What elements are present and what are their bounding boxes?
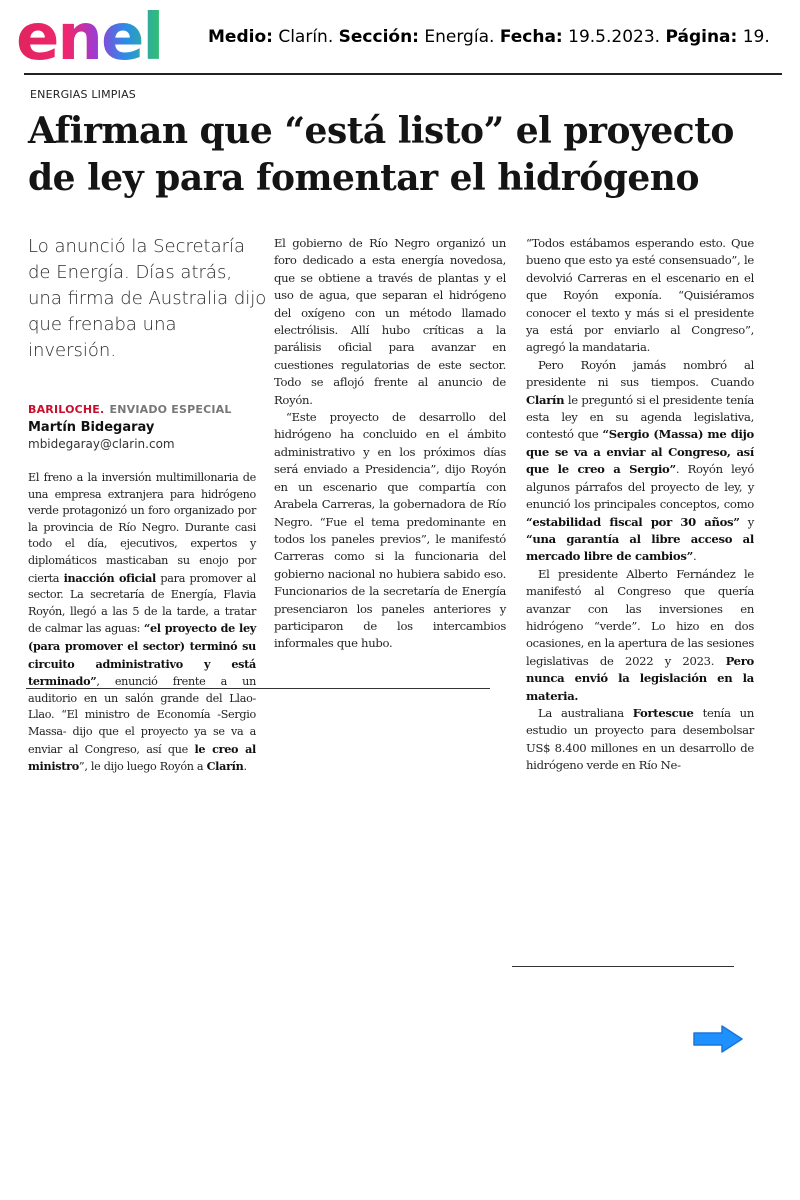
section-label: ENERGIAS LIMPIAS (30, 88, 136, 101)
pagina-label: Página: (665, 27, 738, 47)
pagina-value: 19. (742, 27, 770, 47)
dateline: BARILOCHE. (28, 403, 105, 416)
header-divider (24, 73, 782, 75)
fecha-label: Fecha: (499, 27, 563, 47)
arrow-right-icon[interactable] (692, 1024, 744, 1054)
header-meta (208, 27, 798, 47)
seccion-label: Sección: (338, 27, 419, 47)
paragraph-5: Pero Royón jamás nombró al presidente ni sus tiempos. Cuando Clarín le preguntó si el presidente tenía esta ley en su agenda legislativa, contestó que “Sergio (Massa) me dijo que se va a enviar al Congreso, así que le creo a Sergio”. Royón leyó algunos párrafos del proyecto de ley, y enunció los principales conceptos, como “estabilidad fiscal por 30 años” y “una garantía al libre acceso al mercado libre de cambios”. (526, 357, 754, 564)
column-divider (26, 688, 490, 689)
paragraph-1: El freno a la inversión multimillonaria de una empresa extranjera para hidrógeno verde protagonizó un foro organizado por la provincia de Río Negro. Durante casi todo el día, ejecutivos, expertos y diplomáticos masticaban su enojo por cierta inacción oficial para promover al sector. La secretaría de Energía, Flavia Royón, llegó a las 5 de la tarde, a tratar de calmar las aguas: “el proyecto de ley (para promover el sector) terminó su circuito administrativo y está terminado”, enunció frente a un auditorio en un salón grande del Llao-Llao. “El ministro de Economía -Sergio Massa- dijo que el proyecto ya se va a enviar al Congreso, así que le creo al ministro”, le dijo luego Royón a Clarín. (28, 471, 256, 774)
subtitle: Lo anunció la Secretaría de Energía. Días atrás, una firma de Australia dijo que frenaba una inversión. (28, 236, 267, 361)
paragraph-4: “Todos estábamos esperando esto. Que bueno que esto ya esté consensuado”, le devolvió Carreras en el escenario en el que Royón exponía. “Quisiéramos conocer el texto y más si el presidente ya está por enviarlo al Congreso”, agregó la mandataria. (526, 236, 754, 355)
seccion-value: Energía. (424, 27, 495, 47)
article-column-2 (274, 235, 506, 653)
byline (28, 398, 268, 451)
article-column-3 (526, 235, 754, 775)
svg-text:enel: enel (16, 5, 163, 67)
author-role: ENVIADO ESPECIAL (109, 403, 232, 416)
author-email: mbidegaray@clarin.com (28, 437, 175, 451)
paragraph-3: “Este proyecto de desarrollo del hidrógeno ha concluido en el ámbito administrativo y en los próximos días será enviado a Presidencia”, dijo Royón en un escenario que compartía con Arabela Carreras, la gobernadora de Río Negro. “Fue el tema predominante en todos los paneles previos”, le manifestó Carreras como si la funcionaria del gobierno nacional no hubiera sabido eso. Funcionarios de la secretaría de Energía presenciaron los paneles anteriores y participaron de los intercambios informales que hubo. (274, 410, 506, 651)
medio-label: Medio: (208, 27, 273, 47)
article-end-rule (512, 966, 734, 967)
medio-value: Clarín. (278, 27, 334, 47)
paragraph-6: El presidente Alberto Fernández le manifestó al Congreso que quería avanzar con las inversiones en hidrógeno “verde”. Lo hizo en dos ocasiones, en la apertura de las sesiones legislativas de 2022 y 2023. Pero nunca envió la legislación en la materia. (526, 566, 754, 703)
headline (28, 108, 788, 202)
author-name: Martín Bidegaray (28, 420, 155, 435)
headline-line: de ley para fomentar el hidrógeno (28, 157, 699, 199)
paragraph-7: La australiana Fortescue tenía un estudio un proyecto para desembolsar US$ 8.400 millones en un desarrollo de hidrógeno verde en Río Ne- (526, 705, 754, 773)
enel-logo (16, 5, 184, 67)
paragraph-2: El gobierno de Río Negro organizó un foro dedicado a esta energía novedosa, que se obtiene a través de plantas y el uso de agua, que separan el hidrógeno del oxígeno con un método llamado electrólisis. Allí hubo críticas a la parálisis oficial para avanzar en cuestiones regulatorias de este sector. Todo se aflojó frente al anuncio de Royón. (274, 236, 506, 407)
headline-line: Afirman que “está listo” el proyecto (28, 110, 734, 152)
fecha-value: 19.5.2023. (568, 27, 661, 47)
article-column-1 (28, 470, 256, 776)
